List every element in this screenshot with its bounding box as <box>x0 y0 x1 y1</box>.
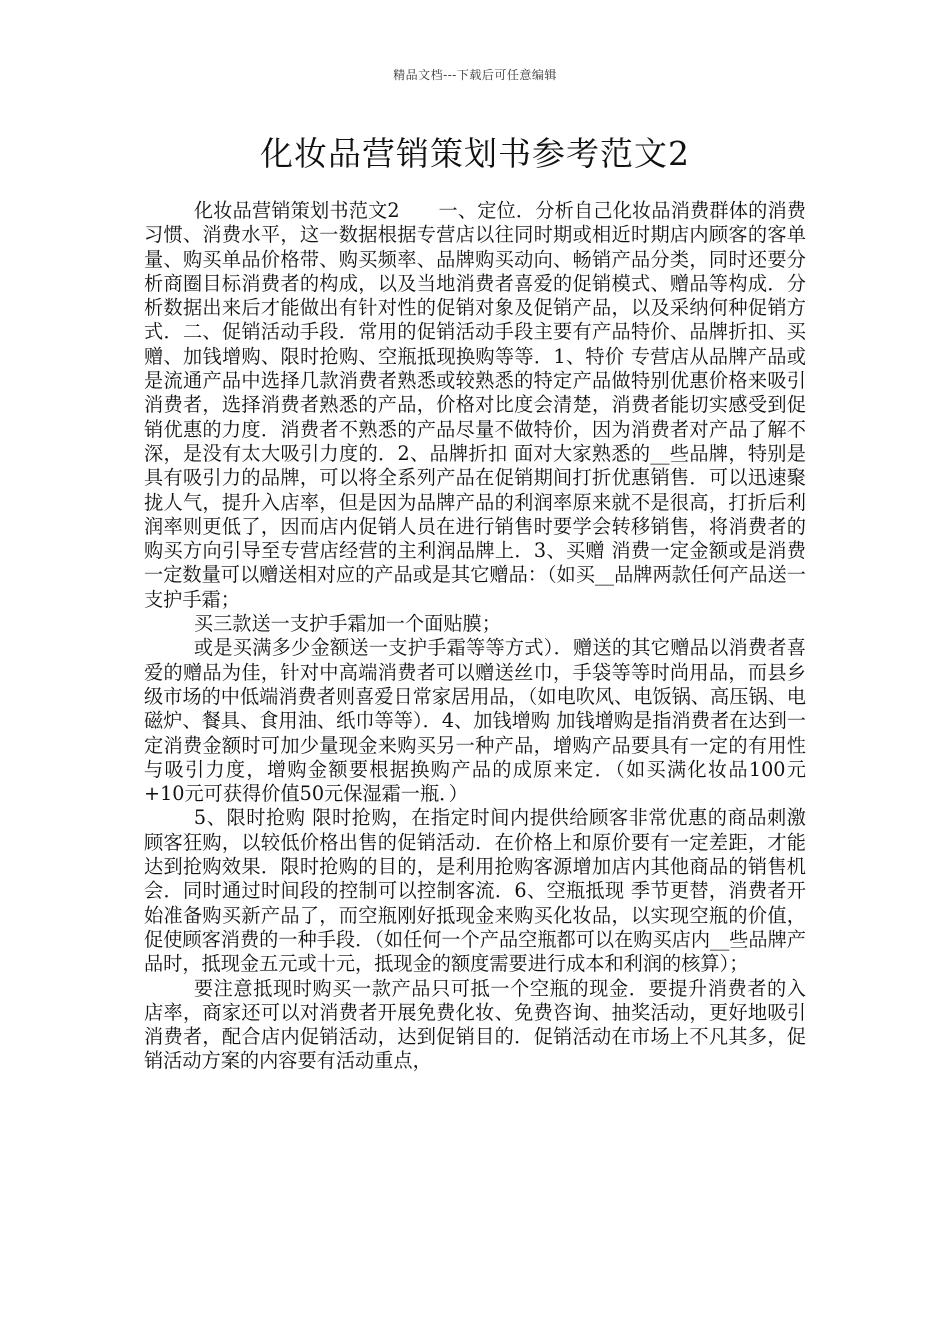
body-paragraph: 5、限时抢购 限时抢购，在指定时间内提供给顾客非常优惠的商品刺激顾客狂购，以较低价格出售的促销活动．在价格上和原价要有一定差距，才能达到抢购效果．限时抢购的目的，是利用抢购客源增加店内其他商品的销售机会．同时通过时间段的控制可以控制客流．6、空瓶抵现 季节更替，消费者开始准备购买新产品了，而空瓶刚好抵现金来购买化妆品，以实现空瓶的价值，促使顾客消费的一种手段．（如任何一个产品空瓶都可以在购买店内__些品牌产品时，抵现金五元或十元，抵现金的额度需要进行成本和利润的核算）； <box>144 806 806 976</box>
body-paragraph: 化妆品营销策划书范文2 一、定位．分析自己化妆品消费群体的消费习惯、消费水平，这一数据根据专营店以往同时期或相近时期店内顾客的客单量、购买单品价格带、购买频率、品牌购买动向、畅销产品分类，同时还要分析商圈目标消费者的构成，以及当地消费者喜爱的促销模式、赠品等构成．分析数据出来后才能做出有针对性的促销对象及促销产品，以及采纳何种促销方式．二、促销活动手段．常用的促销活动手段主要有产品特价、品牌折扣、买赠、加钱增购、限时抢购、空瓶抵现换购等等．1、特价 专营店从品牌产品或是流通产品中选择几款消费者熟悉或较熟悉的特定产品做特别优惠价格来吸引消费者，选择消费者熟悉的产品，价格对比度会清楚，消费者能切实感受到促销优惠的力度．消费者不熟悉的产品尽量不做特价，因为消费者对产品了解不深，是没有太大吸引力度的．2、品牌折扣 面对大家熟悉的__些品牌，特别是具有吸引力的品牌，可以将全系列产品在促销期间打折优惠销售．可以迅速聚拢人气，提升入店率，但是因为品牌产品的利润率原来就不是很高，打折后利润率则更低了，因而店内促销人员在进行销售时要学会转移销售，将消费者的购买方向引导至专营店经营的主利润品牌上．3、买赠 消费一定金额或是消费一定数量可以赠送相对应的产品或是其它赠品：（如买__品牌两款任何产品送一支护手霜； <box>144 199 806 611</box>
body-paragraph: 或是买满多少金额送一支护手霜等等方式）．赠送的其它赠品以消费者喜爱的赠品为佳，针对中高端消费者可以赠送丝巾，手袋等等时尚用品，而县乡级市场的中低端消费者则喜爱日常家居用品，（如电吹风、电饭锅、高压锅、电磁炉、餐具、食用油、纸巾等等）．4、加钱增购 加钱增购是指消费者在达到一定消费金额时可加少量现金来购买另一种产品，增购产品要具有一定的有用性与吸引力度，增购金额要根据换购产品的成原来定．（如买满化妆品100元+10元可获得价值50元保湿霜一瓶．） <box>144 636 806 806</box>
document-body <box>144 199 806 1074</box>
header-note: 精品文档---下载后可任意编辑 <box>393 68 557 82</box>
body-paragraph: 要注意抵现时购买一款产品只可抵一个空瓶的现金．要提升消费者的入店率，商家还可以对消费者开展免费化妆、免费咨询、抽奖活动，更好地吸引消费者，配合店内促销活动，达到促销目的．促销活动在市场上不凡其多，促销活动方案的内容要有活动重点， <box>144 976 806 1073</box>
body-paragraph: 买三款送一支护手霜加一个面贴膜； <box>193 612 501 636</box>
document-title: 化妆品营销策划书参考范文2 <box>260 134 690 173</box>
